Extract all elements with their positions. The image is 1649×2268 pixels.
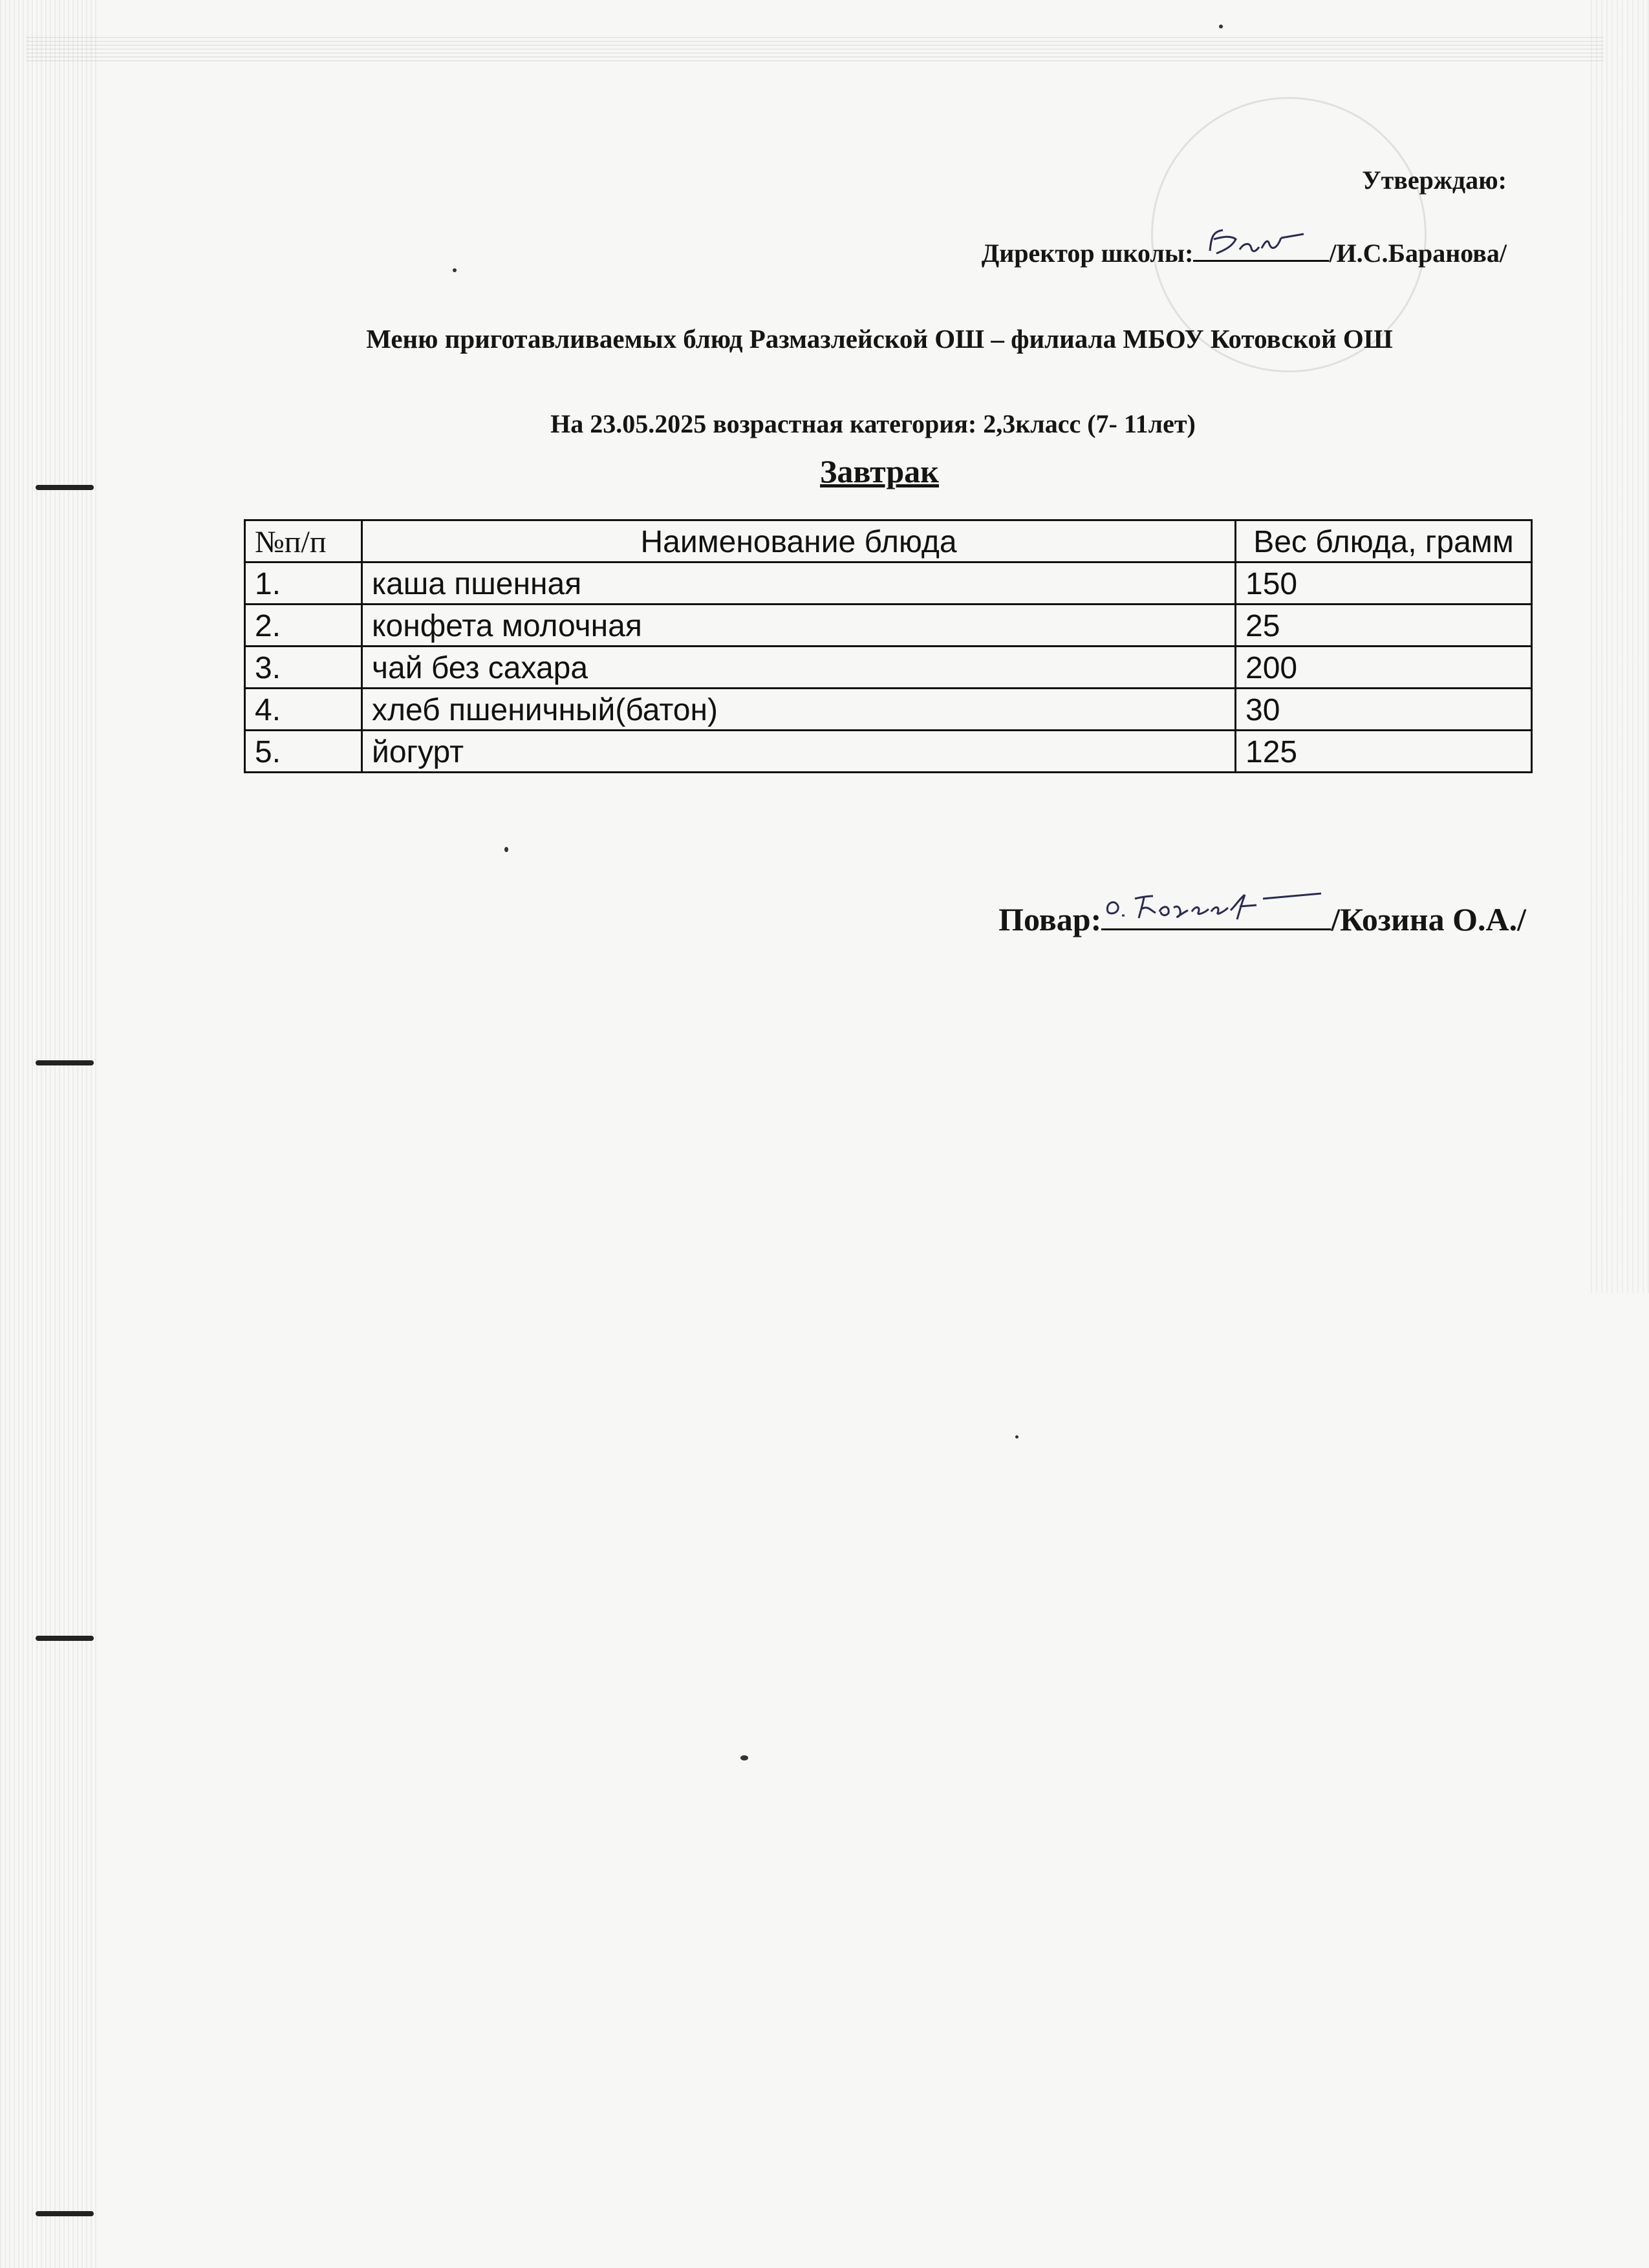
table-row xyxy=(245,562,1532,604)
row-dish-name: конфета молочная xyxy=(362,604,1236,647)
row-number: 2. xyxy=(245,604,362,647)
row-weight: 30 xyxy=(1236,689,1532,731)
row-weight: 125 xyxy=(1236,731,1532,773)
header-dish-name: Наименование блюда xyxy=(362,520,1236,562)
table-row xyxy=(245,731,1532,773)
table-row xyxy=(245,647,1532,689)
speck xyxy=(1219,25,1223,28)
row-dish-name: йогурт xyxy=(362,731,1236,773)
speck xyxy=(740,1755,748,1760)
header-number: №п/п xyxy=(245,520,362,562)
punch-mark xyxy=(36,2211,94,2216)
header-weight: Вес блюда, грамм xyxy=(1236,520,1532,562)
cook-label: Повар: xyxy=(998,901,1102,937)
row-dish-name: чай без сахара xyxy=(362,647,1236,689)
punch-mark xyxy=(36,1060,94,1065)
director-label: Директор школы: xyxy=(981,239,1194,268)
table-row xyxy=(245,604,1532,647)
approval-label: Утверждаю: xyxy=(1362,166,1507,195)
table-header-row xyxy=(245,520,1532,562)
row-dish-name: хлеб пшеничный(батон) xyxy=(362,689,1236,731)
row-dish-name: каша пшенная xyxy=(362,562,1236,604)
row-number: 4. xyxy=(245,689,362,731)
row-number: 3. xyxy=(245,647,362,689)
meal-title: Завтрак xyxy=(820,453,939,489)
speck xyxy=(1015,1435,1018,1439)
date-category-line: На 23.05.2025 возрастная категория: 2,3класс (7- 11лет) xyxy=(550,409,1196,438)
cook-signature xyxy=(1101,900,1331,930)
director-signature xyxy=(1193,238,1329,262)
director-name: /И.С.Баранова/ xyxy=(1329,239,1507,268)
director-signature-line xyxy=(982,238,1507,268)
speck xyxy=(504,847,508,852)
document-title: Меню приготавливаемых блюд Размазлейской ОШ – филиала МБОУ Котовской ОШ xyxy=(366,324,1393,354)
menu-table xyxy=(244,519,1533,773)
row-weight: 150 xyxy=(1236,562,1532,604)
speck xyxy=(453,268,457,272)
scan-artifact-right-edge xyxy=(1591,0,1649,1293)
punch-mark xyxy=(36,1636,94,1641)
row-weight: 25 xyxy=(1236,604,1532,647)
row-weight: 200 xyxy=(1236,647,1532,689)
scan-artifact-top-band xyxy=(26,36,1604,61)
table-row xyxy=(245,689,1532,731)
cook-name: /Козина О.А./ xyxy=(1331,901,1526,937)
row-number: 5. xyxy=(245,731,362,773)
row-number: 1. xyxy=(245,562,362,604)
cook-signature-line xyxy=(998,900,1526,938)
